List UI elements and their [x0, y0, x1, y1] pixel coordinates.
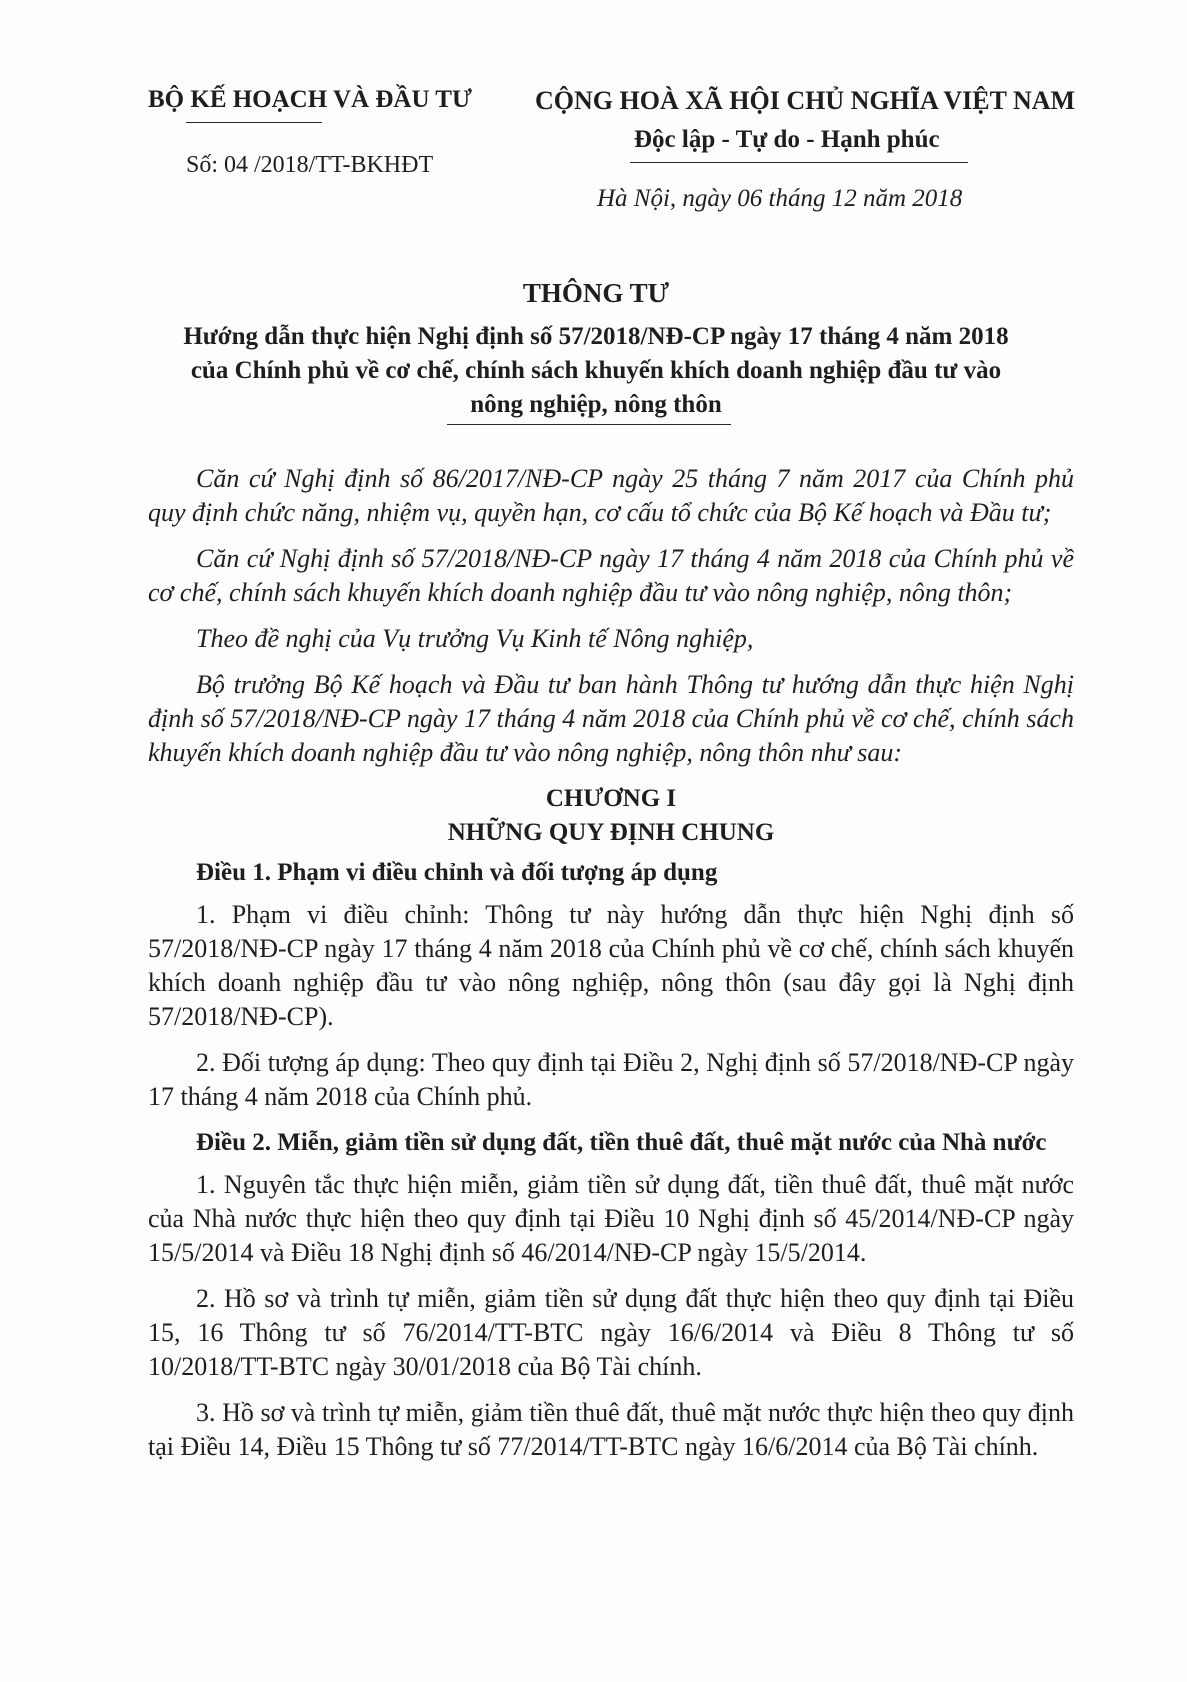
preamble-paragraph: Bộ trưởng Bộ Kế hoạch và Đầu tư ban hành Thông tư hướng dẫn thực hiện Nghị định số 57/2018/NĐ-CP ngày 17 tháng 4 năm 2018 của Chính phủ về cơ chế, chính sách khuyến khích doanh nghiệp đầu tư vào nông nghiệp, nông thôn như sau: [148, 670, 1074, 767]
national-motto: Độc lập - Tự do - Hạnh phúc [634, 126, 940, 153]
subject-line: của Chính phủ về cơ chế, chính sách khuyến khích doanh nghiệp đầu tư vào [190, 357, 1002, 384]
subject-line: Hướng dẫn thực hiện Nghị định số 57/2018/NĐ-CP ngày 17 tháng 4 năm 2018 [183, 323, 1009, 350]
article-clause: 1. Nguyên tắc thực hiện miễn, giảm tiền sử dụng đất, tiền thuê đất, thuê mặt nước của Nhà nước thực hiện theo quy định tại Điều 10 Nghị định số 45/2014/NĐ-CP ngày 15/5/2014 và Điều 18 Nghị định số 46/2014/NĐ-CP ngày 15/5/2014. [148, 1170, 1074, 1267]
chapter-number: CHƯƠNG I [545, 785, 677, 812]
document-number: Số: 04 /2018/TT-BKHĐT [186, 152, 434, 178]
motto-underline [630, 162, 968, 163]
document-body [148, 462, 1074, 1476]
article-heading: Điều 2. Miễn, giảm tiền sử dụng đất, tiền thuê đất, thuê mặt nước của Nhà nước [196, 1129, 1047, 1156]
document-subject [118, 320, 1074, 422]
article-clause: 2. Hồ sơ và trình tự miễn, giảm tiền sử dụng đất thực hiện theo quy định tại Điều 15, 16 Thông tư số 76/2014/TT-BTC ngày 16/6/2014 và Điều 8 Thông tư số 10/2018/TT-BTC ngày 30/01/2018 của Bộ Tài chính. [148, 1284, 1074, 1381]
issuing-ministry: BỘ KẾ HOẠCH VÀ ĐẦU TƯ [148, 86, 472, 113]
national-title: CỘNG HOÀ XÃ HỘI CHỦ NGHĨA VIỆT NAM [535, 86, 1076, 115]
preamble-paragraph: Theo đề nghị của Vụ trưởng Vụ Kinh tế Nông nghiệp, [196, 624, 754, 653]
chapter-heading [148, 782, 1074, 850]
preamble-paragraph: Căn cứ Nghị định số 57/2018/NĐ-CP ngày 17 tháng 4 năm 2018 của Chính phủ về cơ chế, chính sách khuyến khích doanh nghiệp đầu tư vào nông nghiệp, nông thôn; [148, 544, 1074, 607]
chapter-title: NHỮNG QUY ĐỊNH CHUNG [447, 819, 775, 846]
document-type: THÔNG TƯ [522, 278, 670, 308]
article-clause: 1. Phạm vi điều chỉnh: Thông tư này hướng dẫn thực hiện Nghị định số 57/2018/NĐ-CP ngày 17 tháng 4 năm 2018 của Chính phủ về cơ chế, chính sách khuyến khích doanh nghiệp đầu tư vào nông nghiệp, nông thôn (sau đây gọi là Nghị định 57/2018/NĐ-CP). [148, 900, 1074, 1031]
subject-underline [447, 424, 731, 425]
dateline: Hà Nội, ngày 06 tháng 12 năm 2018 [597, 185, 963, 212]
article-clause: 3. Hồ sơ và trình tự miễn, giảm tiền thuê đất, thuê mặt nước thực hiện theo quy định tại Điều 14, Điều 15 Thông tư số 77/2014/TT-BTC ngày 16/6/2014 của Bộ Tài chính. [148, 1398, 1074, 1461]
preamble-paragraph: Căn cứ Nghị định số 86/2017/NĐ-CP ngày 25 tháng 7 năm 2017 của Chính phủ quy định chức năng, nhiệm vụ, quyền hạn, cơ cấu tổ chức của Bộ Kế hoạch và Đầu tư; [148, 464, 1074, 527]
ministry-underline [186, 122, 322, 123]
article-clause: 2. Đối tượng áp dụng: Theo quy định tại Điều 2, Nghị định số 57/2018/NĐ-CP ngày 17 tháng 4 năm 2018 của Chính phủ. [148, 1048, 1074, 1111]
subject-line: nông nghiệp, nông thôn [470, 391, 722, 418]
article-heading: Điều 1. Phạm vi điều chỉnh và đối tượng áp dụng [196, 859, 718, 886]
